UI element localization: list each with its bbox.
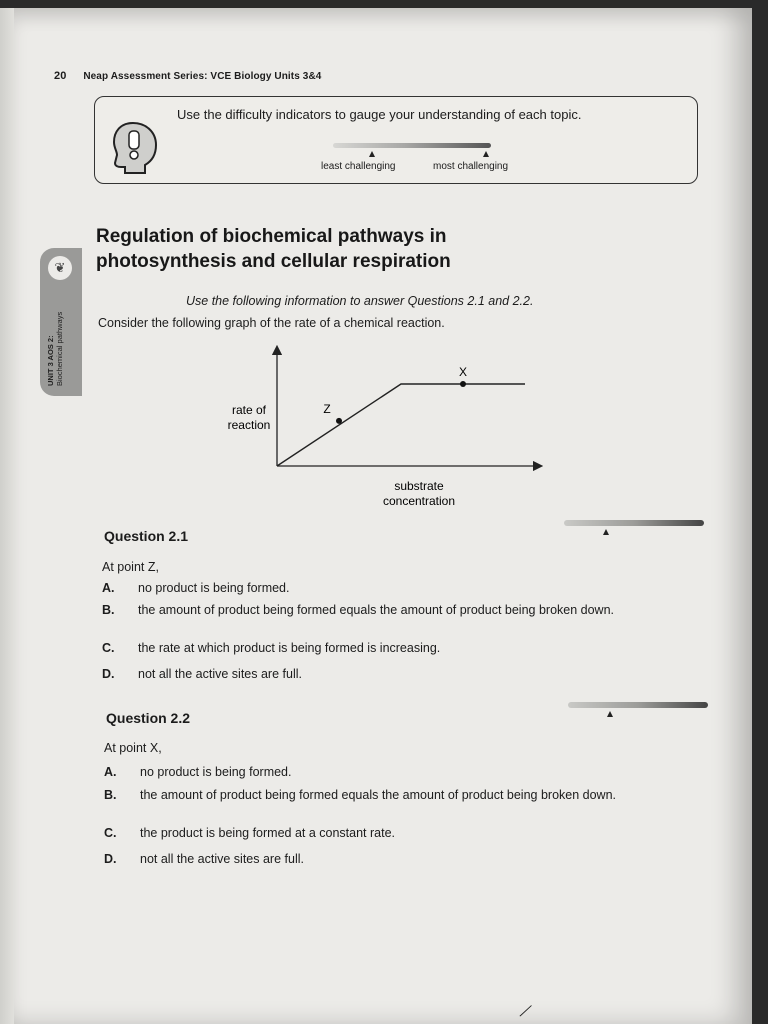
point-z-label: Z — [323, 401, 331, 416]
answer-option[interactable] — [104, 851, 670, 867]
leaf-icon: ❦ — [48, 256, 72, 280]
option-text: no product is being formed. — [138, 581, 290, 595]
option-letter: A. — [102, 581, 115, 595]
answer-option[interactable] — [102, 602, 668, 618]
section-title-line2: photosynthesis and cellular respiration — [96, 251, 451, 272]
pen-mark: ╱ — [519, 1003, 532, 1019]
most-challenging-label: most challenging — [433, 161, 509, 172]
option-letter: B. — [102, 603, 115, 617]
side-tab-line1: UNIT 3 AOS 2: — [46, 335, 55, 386]
option-text: the rate at which product is being formed is increasing. — [138, 641, 441, 655]
difficulty-scale — [333, 143, 491, 148]
side-tab-line2: Biochemical pathways — [55, 311, 64, 386]
difficulty-info-box — [94, 96, 698, 184]
option-letter: D. — [104, 852, 117, 866]
question-difficulty-scale — [568, 702, 708, 708]
option-text: no product is being formed. — [140, 765, 292, 779]
option-text: not all the active sites are full. — [138, 667, 302, 681]
option-letter: C. — [102, 641, 115, 655]
option-letter: C. — [104, 826, 117, 840]
y-axis-label-line2: reaction — [227, 418, 271, 432]
question-title: Question 2.1 — [104, 528, 189, 544]
x-axis-label-line1: substrate — [394, 479, 444, 493]
running-head — [54, 70, 321, 82]
question-difficulty-scale — [564, 520, 704, 526]
point-x-label: X — [458, 365, 468, 379]
point-z-marker — [336, 418, 342, 424]
rate-curve — [277, 384, 525, 466]
head-exclamation-icon — [109, 119, 161, 180]
series-title: Neap Assessment Series: VCE Biology Units 3&4 — [83, 71, 322, 82]
consider-instruction: Consider the following graph of the rate of a chemical reaction. — [98, 316, 445, 330]
difficulty-message: Use the difficulty indicators to gauge your understanding of each topic. — [177, 107, 582, 122]
answer-option[interactable] — [102, 640, 668, 656]
answer-option[interactable] — [104, 825, 670, 841]
answer-option[interactable] — [102, 666, 668, 682]
answer-option[interactable] — [102, 580, 668, 596]
x-axis-label-line2: concentration — [382, 494, 456, 508]
reaction-rate-graph — [194, 344, 554, 521]
most-pointer-icon — [483, 151, 489, 157]
unit-side-tab — [40, 248, 82, 396]
section-title — [96, 224, 451, 274]
page-number: 20 — [54, 70, 67, 82]
option-text: the amount of product being formed equals the amount of product being broken down. — [140, 788, 617, 802]
least-pointer-icon — [369, 151, 375, 157]
use-info-instruction: Use the following information to answer Questions 2.1 and 2.2. — [186, 294, 534, 308]
option-text: not all the active sites are full. — [140, 852, 304, 866]
section-title-line1: Regulation of biochemical pathways in — [96, 226, 447, 247]
question-title: Question 2.2 — [106, 710, 191, 726]
option-text: the product is being formed at a constant rate. — [140, 826, 396, 840]
question-stem: At point X, — [104, 741, 162, 755]
answer-option[interactable] — [104, 764, 670, 780]
y-axis-label-line1: rate of — [231, 403, 267, 417]
question-stem: At point Z, — [102, 560, 159, 574]
option-text: the amount of product being formed equals the amount of product being broken down. — [138, 603, 615, 617]
difficulty-pointer-icon — [607, 711, 613, 717]
side-tab-text — [46, 312, 64, 386]
option-letter: B. — [104, 788, 117, 802]
textbook-page — [14, 8, 752, 1024]
difficulty-pointer-icon — [603, 529, 609, 535]
least-challenging-label: least challenging — [321, 161, 396, 172]
option-letter: D. — [102, 667, 115, 681]
option-letter: A. — [104, 765, 117, 779]
point-x-marker — [460, 381, 466, 387]
answer-option[interactable] — [104, 787, 670, 803]
